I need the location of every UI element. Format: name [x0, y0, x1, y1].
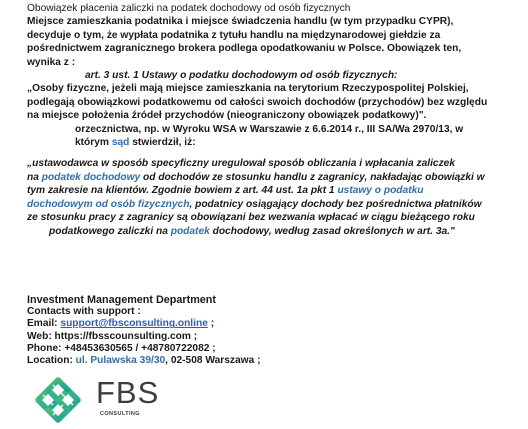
doc-line: decyduje o tym, że wypłata podatnika z tytułu handlu na międzynarodowej giełdzie za	[27, 29, 441, 41]
document-body	[27, 2, 522, 238]
location-street-link[interactable]: ul. Pulawska 39/30	[75, 355, 166, 367]
link-podatek[interactable]: podatek	[170, 225, 210, 237]
logo-subtitle: CONSULTING	[100, 411, 140, 417]
email-row: Email: support@fbsconsulting.online ;	[27, 318, 215, 330]
link-ustawy-o-podatku[interactable]: ustawy o podatku	[337, 185, 424, 197]
doc-line-citation: tym zakresie na klientów. Zgodnie bowiem z art. 44 ust. 1a pkt 1 ustawy o podatku	[27, 185, 424, 197]
doc-line-quote: na miejsce położenia źródeł przychodów (nieograniczony obowiązek podatkowy)".	[27, 110, 427, 122]
doc-line-ruling: którym sąd stwierdził, iż:	[75, 137, 196, 149]
phone-value: +48453630565 / +48780722082	[64, 342, 210, 354]
location-row: Location: ul. Pulawska 39/30, 02-508 Warszawa ;	[27, 355, 261, 367]
doc-line-ruling: orzecznictwa, np. w Wyroku WSA w Warszawie z 6.6.2014 r., III SA/Wa 2970/13, w	[75, 123, 464, 135]
link-sad[interactable]: sąd	[111, 137, 130, 149]
support-label: Contacts with support :	[27, 306, 141, 318]
doc-line-citation: „ustawodawca w sposób specyficzny uregulował sposób obliczania i wpłacania zaliczek	[27, 158, 455, 170]
doc-line-citation: ze stosunku pracy z zagranicy są obowiązani bez wezwania wpłacać w ciągu bieżącego roku	[27, 212, 475, 224]
fbs-knot-logo-icon	[32, 375, 84, 425]
web-link[interactable]: https://fbsscounsulting.com	[54, 330, 191, 342]
doc-line-citation: podatkowego zaliczki na podatek dochodowy, według zasad określonych w art. 3a."	[49, 225, 455, 237]
department-title: Investment Management Department	[27, 294, 216, 306]
logo-wordmark: FBS	[96, 375, 160, 410]
doc-line-citation: na podatek dochodowy od dochodów ze stosunku handlu z zagranicy, nakładając obowiązki w	[27, 171, 485, 183]
doc-line-heading: Obowiązek płacenia zaliczki na podatek dochodowy od osób fizycznych	[27, 3, 351, 14]
link-podatek-dochodowy[interactable]: podatek dochodowy	[41, 171, 141, 183]
fbs-logo	[32, 375, 162, 425]
link-dochodowym-od-osob[interactable]: dochodowym od osób fizycznych	[27, 198, 190, 210]
doc-line: wynika z :	[27, 56, 76, 68]
doc-line-citation: dochodowym od osób fizycznych, podatnicy osiągający dochody bez pośrednictwa płatników	[27, 198, 482, 210]
doc-line-article: art. 3 ust. 1 Ustawy o podatku dochodowym od osób fizycznych:	[85, 70, 398, 82]
phone-row: Phone: +48453630565 / +48780722082 ;	[27, 342, 216, 354]
contact-block	[27, 294, 260, 367]
doc-line-quote: podlegają obowiązkowi podatkowemu od całości swoich dochodów (przychodów) bez względu	[27, 96, 488, 108]
doc-line-quote: „Osoby fizyczne, jeżeli mają miejsce zamieszkania na terytorium Rzeczypospolitej Polskiej,	[27, 83, 469, 95]
web-row: Web: https://fbsscounsulting.com ;	[27, 330, 198, 342]
doc-line: pośrednictwem zagranicznego brokera podlega opodatkowaniu w Polsce. Obowiązek ten,	[27, 43, 462, 55]
doc-line: Miejsce zamieszkania podatnika i miejsce świadczenia handlu (w tym przypadku CYPR),	[27, 16, 454, 28]
email-link[interactable]: support@fbsconsulting.online	[60, 318, 208, 330]
